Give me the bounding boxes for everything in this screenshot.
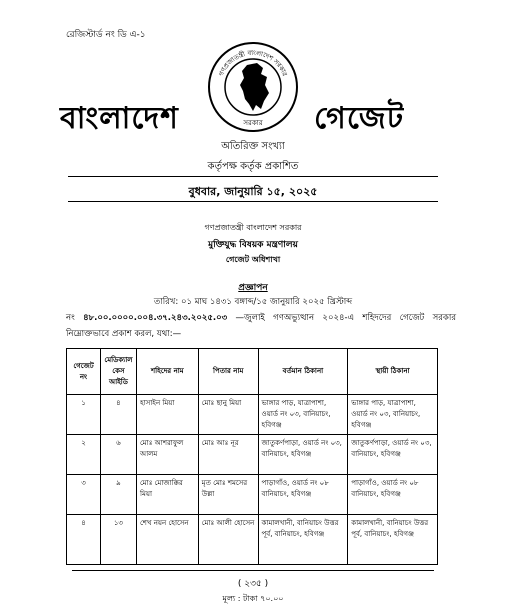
notification-date: তারিখ: ০১ মাঘ ১৪৩১ বঙ্গাব্দ/১৫ জানুয়ারি ২০২৫ খ্রিস্টাব্দ [153, 297, 353, 307]
cell-permanent-address: পাড়াগাঁও, ওয়ার্ড নং ০৮ বানিয়াচং, হবিগঞ্জ [348, 475, 438, 515]
footer-rule [72, 570, 434, 571]
header-rule-bottom [68, 201, 438, 202]
table-row [67, 435, 438, 475]
cell-father-name: মোঃ আলী হোসেন [198, 515, 258, 565]
cell-permanent-address: কামালখানী, বানিয়াচং উত্তর পূর্ব, বানিয়াচং, হবিগঞ্জ [348, 515, 438, 565]
cell-case-id: ৪ [100, 395, 136, 435]
gazette-title-bangladesh: বাংলাদেশ [60, 101, 179, 136]
cell-martyr-name: হাসাইন মিয়া [136, 395, 198, 435]
cell-gazette-no: ২ [67, 435, 101, 475]
notice-paragraph [66, 310, 456, 342]
bangladesh-map-icon [240, 63, 269, 111]
cell-permanent-address: ভাঙ্গার পাড়, যাত্রাপাশা, ওয়ার্ড নং ০৩, বানিয়াচং, হবিগঞ্জ [348, 395, 438, 435]
published-by-authority-label: কর্তৃপক্ষ কর্তৃক প্রকাশিত [207, 161, 299, 172]
cell-gazette-no: ৩ [67, 475, 101, 515]
cell-martyr-name: মোঃ মোজাক্কির মিয়া [136, 475, 198, 515]
cell-permanent-address: জাতুকর্ণপাড়া, ওয়ার্ড নং ০৩, বানিয়াচং, হবিগঞ্জ [348, 435, 438, 475]
col-header-gazette-no: গেজেট নং [67, 349, 101, 395]
cell-martyr-name: শেখ নয়ন হোসেন [136, 515, 198, 565]
cell-martyr-name: মোঃ আশরাফুল আলম [136, 435, 198, 475]
cell-present-address: কামালখানী, বানিয়াচং উত্তর পূর্ব, বানিয়াচং, হবিগঞ্জ [258, 515, 348, 565]
cell-gazette-no: ১ [67, 395, 101, 435]
col-header-permanent-address: স্থায়ী ঠিকানা [348, 349, 438, 395]
government-name: গণপ্রজাতন্ত্রী বাংলাদেশ সরকার [204, 223, 302, 232]
svg-text:সরকার: সরকার [243, 119, 263, 127]
gazette-wing: গেজেট অধিশাখা [225, 255, 281, 264]
col-header-present-address: বর্তমান ঠিকানা [258, 349, 348, 395]
cell-father-name: মোঃ আঃ নূর [198, 435, 258, 475]
cell-case-id: ৯ [100, 475, 136, 515]
col-header-martyr-name: শহিদের নাম [136, 349, 198, 395]
table-header-row [67, 349, 438, 395]
issue-date: বুধবার, জানুয়ারি ১৫, ২০২৫ [188, 185, 318, 198]
registration-number: রেজিস্টার্ড নং ডি এ-১ [66, 30, 146, 40]
table-row [67, 395, 438, 435]
cell-present-address: জাতুকর্ণপাড়া, ওয়ার্ড নং ০৩, বানিয়াচং, হবিগঞ্জ [258, 435, 348, 475]
extraordinary-issue-label: অতিরিক্ত সংখ্যা [221, 141, 285, 152]
notice-text: —জুলাই গণঅভ্যুত্থান ২০২৪-এ শহিদদের গেজেট সরকার নিম্নোক্তভাবে প্রকাশ করল, যথা:— [66, 313, 457, 339]
table-row [67, 515, 438, 565]
government-seal-icon [207, 41, 299, 133]
table-row [67, 475, 438, 515]
ministry-name: মুক্তিযুদ্ধ বিষয়ক মন্ত্রণালয় [208, 240, 298, 250]
notice-prefix: নং [66, 313, 75, 323]
cell-present-address: ভাঙ্গার পাড়, যাত্রাপাশা, ওয়ার্ড নং ০৩, বানিয়াচং, হবিগঞ্জ [258, 395, 348, 435]
cell-case-id: ১৩ [100, 515, 136, 565]
notification-heading: প্রজ্ঞাপন [238, 283, 268, 293]
col-header-medical-case-id: মেডিক্যাল কেস আইডি [100, 349, 136, 395]
cell-case-id: ৬ [100, 435, 136, 475]
gazette-title-gazette: গেজেট [314, 101, 405, 136]
col-header-father-name: পিতার নাম [198, 349, 258, 395]
cell-father-name: মৃত মোঃ শমসের উল্লা [198, 475, 258, 515]
page-number: ( ২৩৫ ) [237, 579, 269, 589]
price-label: মূল্য : টাকা ৭০.০০ [222, 594, 284, 603]
cell-gazette-no: ৪ [67, 515, 101, 565]
header-rule-top [68, 176, 438, 177]
seal-text: গণপ্রজাতন্ত্রী বাংলাদেশ সরকার [217, 48, 289, 78]
cell-father-name: মোঃ ছানু মিয়া [198, 395, 258, 435]
martyrs-table [66, 348, 438, 565]
notice-number: ৪৮.০০.০০০০.০০৪.৩৭.২৪৩.২০২৫.০৩ [83, 313, 228, 323]
cell-present-address: পাড়াগাঁও, ওয়ার্ড নং ০৮ বানিয়াচং, হবিগঞ্জ [258, 475, 348, 515]
